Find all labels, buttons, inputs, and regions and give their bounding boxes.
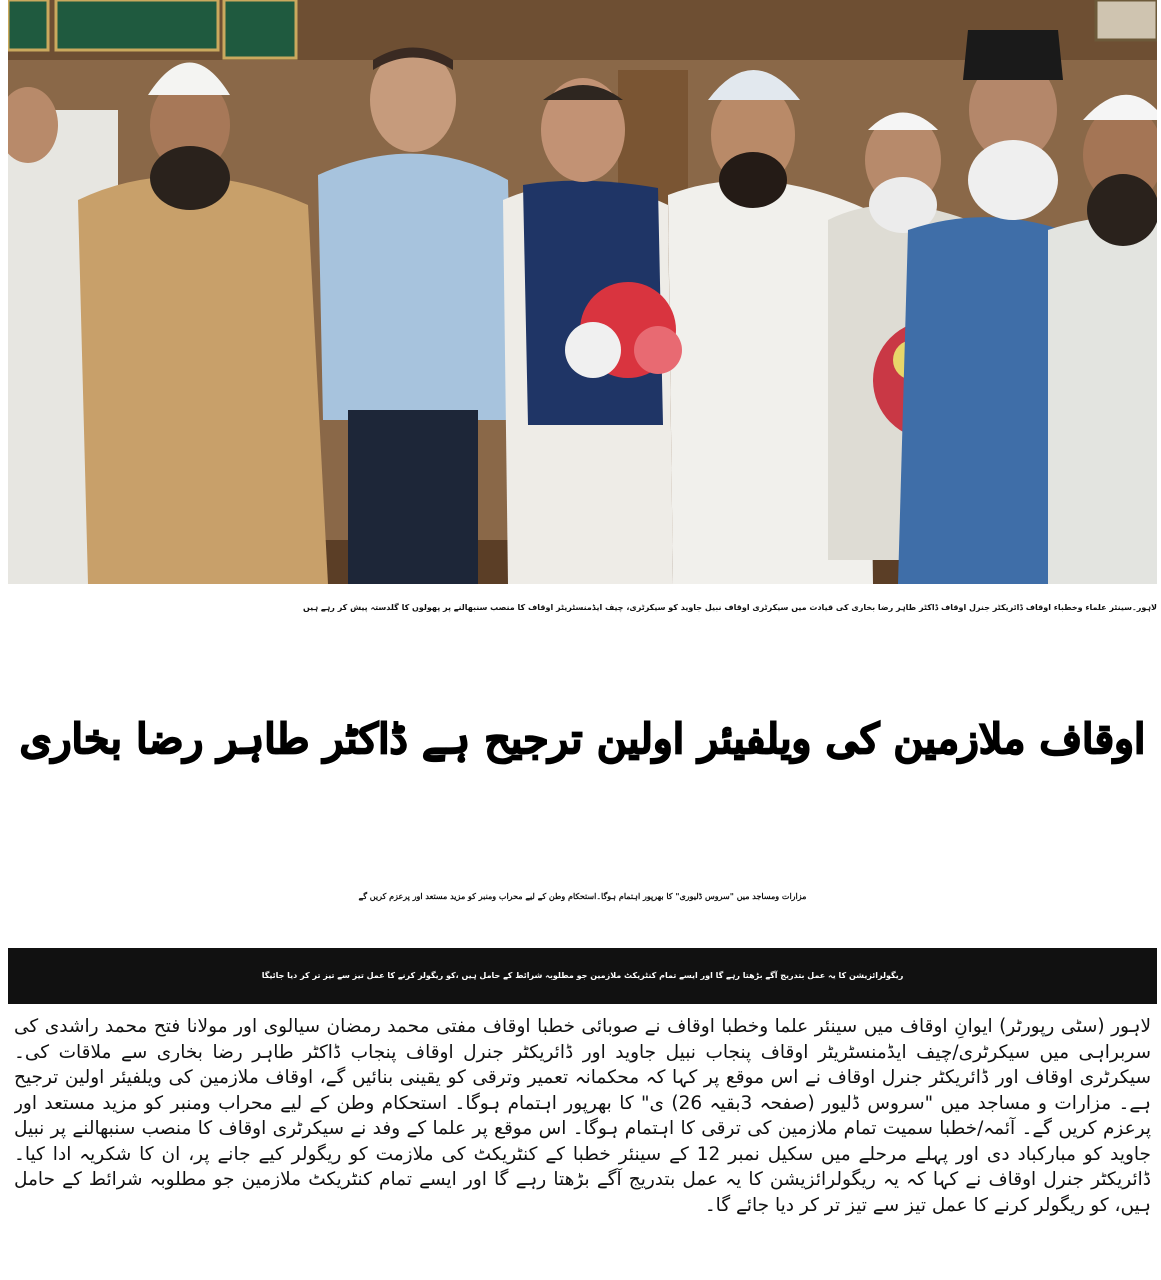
headline: اوقاف ملازمین کی ویلفیئر اولین ترجیح ہے ڈاکٹر طاہر رضا بخاری: [19, 714, 1146, 763]
highlight-banner: ریگولرائزیشن کا یہ عمل بتدریج آگے بڑھتا رہے گا اور ایسے تمام کنٹریکٹ ملازمین جو مطلوبہ شرائط کے حامل ہیں ،کو ریگولر کرنے کا عمل تیز سے تیز تر کر دیا جائیگا: [8, 948, 1157, 1004]
photo-caption: لاہور۔سینئر علماء وخطباء اوقاف ڈائریکٹر جنرل اوقاف ڈاکٹر طاہر رضا بخاری کی قیادت میں سیکرٹری اوقاف نبیل جاوید کو سیکرٹری، چیف ایڈمنسٹریٹر اوقاف کا منصب سنبھالنے پر پھولوں کا گلدستہ پیش کر رہے ہیں: [302, 603, 1157, 612]
news-photo: [8, 0, 1157, 584]
article-body: [14, 1014, 1151, 1276]
subheadline: مزارات ومساجد میں "سروس ڈلیوری" کا بھرپور اہتمام ہوگا۔استحکام وطن کے لیے محراب ومنبر کو مزید مستعد اور پرعزم کریں گے: [358, 891, 807, 901]
article-paragraph: لاہور (سٹی رپورٹر) ایوانِ اوقاف میں سینئر علما وخطبا اوقاف نے صوبائی خطبا اوقاف مفتی محمد رمضان سیالوی اور مولانا فتح محمد راشدی کی سربراہی میں سیکرٹری/چیف ایڈمنسٹریٹر اوقاف پنجاب نبیل جاوید اور ڈائریکٹر جنرل اوقاف پنجاب ڈاکٹر طاہر رضا بخاری سے ملاقات کی۔ سیکرٹری اوقاف اور ڈائریکٹر جنرل اوقاف نے اس موقع پر کہا کہ محکمانہ تعمیر وترقی کو یقینی بنائیں گے، اوقاف ملازمین کی ویلفیئر اولین ترجیح ہے۔ مزارات و مساجد میں "سروس ڈلیور (صفحہ 3بقیہ 26) ی" کا بھرپور اہتمام ہوگا۔ استحکام وطن کے لیے محراب ومنبر کو مزید مستعد اور پرعزم کریں گے۔ آئمہ/خطبا سمیت تمام ملازمین کی ترقی کا اہتمام ہوگا۔ اس موقع پر علما کے وفد نے سیکرٹری اوقاف کا منصب سنبھالنے پر نبیل جاوید کو مبارکباد دی اور پہلے مرحلے میں سکیل نمبر 12 کے سینئر خطبا کے کنٹریکٹ کی ملازمت کو ریگولر کیے جانے پر، ان کا شکریہ ادا کیا۔ ڈائریکٹر جنرل اوقاف نے کہا کہ یہ ریگولرائزیشن کا یہ عمل بتدریج آگے بڑھتا رہے گا اور ایسے تمام کنٹریکٹ ملازمین جو مطلوبہ شرائط کے حامل ہیں، کو ریگولر کرنے کا عمل تیز سے تیز تر کر دیا جائے گا۔: [14, 1016, 1151, 1216]
photo-illustration: [8, 0, 1157, 584]
headline-container: [8, 632, 1157, 846]
